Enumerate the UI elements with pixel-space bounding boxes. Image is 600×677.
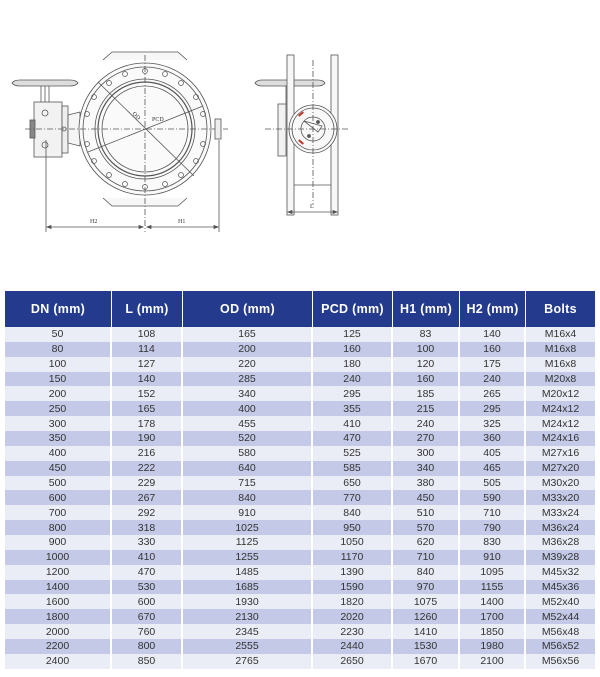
cell-od: 840 bbox=[183, 490, 313, 505]
cell-l: 114 bbox=[112, 342, 183, 357]
cell-dn: 600 bbox=[5, 490, 112, 505]
dimensions-table bbox=[5, 291, 595, 669]
cell-l: 800 bbox=[112, 639, 183, 654]
cell-h2: 240 bbox=[460, 372, 526, 387]
cell-pcd: 840 bbox=[313, 505, 393, 520]
cell-l: 530 bbox=[112, 580, 183, 595]
cell-dn: 1000 bbox=[5, 550, 112, 565]
cell-dn: 2000 bbox=[5, 624, 112, 639]
cell-l: 127 bbox=[112, 357, 183, 372]
cell-l: 140 bbox=[112, 372, 183, 387]
table-row bbox=[5, 565, 595, 580]
cell-h1: 1260 bbox=[393, 609, 460, 624]
cell-pcd: 1820 bbox=[313, 594, 393, 609]
cell-l: 108 bbox=[112, 327, 183, 342]
cell-bolts: M27x20 bbox=[526, 461, 595, 476]
handwheel-icon bbox=[12, 80, 78, 86]
cell-pcd: 1050 bbox=[313, 535, 393, 550]
table-row bbox=[5, 624, 595, 639]
table-row bbox=[5, 490, 595, 505]
cell-h2: 265 bbox=[460, 386, 526, 401]
cell-dn: 800 bbox=[5, 520, 112, 535]
cell-bolts: M36x28 bbox=[526, 535, 595, 550]
cell-bolts: M27x16 bbox=[526, 446, 595, 461]
cell-od: 2765 bbox=[183, 654, 313, 669]
cell-od: 1485 bbox=[183, 565, 313, 580]
table-row bbox=[5, 386, 595, 401]
cell-h1: 100 bbox=[393, 342, 460, 357]
table-row bbox=[5, 461, 595, 476]
cell-bolts: M24x12 bbox=[526, 416, 595, 431]
cell-l: 330 bbox=[112, 535, 183, 550]
cell-l: 216 bbox=[112, 446, 183, 461]
table-row bbox=[5, 342, 595, 357]
cell-dn: 200 bbox=[5, 386, 112, 401]
cell-dn: 300 bbox=[5, 416, 112, 431]
h1-label: H1 bbox=[178, 219, 186, 225]
cell-h1: 570 bbox=[393, 520, 460, 535]
cell-dn: 2400 bbox=[5, 654, 112, 669]
cell-pcd: 410 bbox=[313, 416, 393, 431]
table-row bbox=[5, 520, 595, 535]
cell-bolts: M16x8 bbox=[526, 342, 595, 357]
cell-h1: 83 bbox=[393, 327, 460, 342]
cell-h1: 1410 bbox=[393, 624, 460, 639]
cell-h2: 910 bbox=[460, 550, 526, 565]
cell-pcd: 125 bbox=[313, 327, 393, 342]
cell-l: 229 bbox=[112, 476, 183, 491]
table-row bbox=[5, 327, 595, 342]
cell-h1: 1530 bbox=[393, 639, 460, 654]
cell-h1: 710 bbox=[393, 550, 460, 565]
cell-dn: 900 bbox=[5, 535, 112, 550]
cell-dn: 700 bbox=[5, 505, 112, 520]
pcd-label: PCD bbox=[152, 117, 164, 123]
table-row bbox=[5, 580, 595, 595]
h2-label: H2 bbox=[90, 219, 98, 225]
cell-h2: 405 bbox=[460, 446, 526, 461]
cell-bolts: M24x16 bbox=[526, 431, 595, 446]
cell-pcd: 770 bbox=[313, 490, 393, 505]
table-row bbox=[5, 357, 595, 372]
cell-pcd: 1590 bbox=[313, 580, 393, 595]
cell-bolts: M56x56 bbox=[526, 654, 595, 669]
column-header-dn: DN (mm) bbox=[5, 291, 112, 327]
cell-bolts: M33x24 bbox=[526, 505, 595, 520]
cell-h1: 620 bbox=[393, 535, 460, 550]
table-row bbox=[5, 639, 595, 654]
cell-l: 178 bbox=[112, 416, 183, 431]
cell-bolts: M45x36 bbox=[526, 580, 595, 595]
front-view bbox=[12, 52, 228, 232]
cell-od: 165 bbox=[183, 327, 313, 342]
cell-od: 640 bbox=[183, 461, 313, 476]
cell-pcd: 1170 bbox=[313, 550, 393, 565]
cell-od: 340 bbox=[183, 386, 313, 401]
cell-l: 670 bbox=[112, 609, 183, 624]
l-label: L bbox=[310, 204, 314, 210]
table-row bbox=[5, 446, 595, 461]
cell-h2: 295 bbox=[460, 401, 526, 416]
cell-h2: 1700 bbox=[460, 609, 526, 624]
cell-h2: 1155 bbox=[460, 580, 526, 595]
cell-h1: 380 bbox=[393, 476, 460, 491]
cell-h2: 140 bbox=[460, 327, 526, 342]
cell-od: 1930 bbox=[183, 594, 313, 609]
table-row bbox=[5, 550, 595, 565]
cell-h1: 270 bbox=[393, 431, 460, 446]
cell-l: 850 bbox=[112, 654, 183, 669]
cell-h2: 830 bbox=[460, 535, 526, 550]
cell-bolts: M30x20 bbox=[526, 476, 595, 491]
cell-od: 910 bbox=[183, 505, 313, 520]
od-label: OD bbox=[130, 111, 141, 122]
cell-bolts: M36x24 bbox=[526, 520, 595, 535]
cell-h1: 340 bbox=[393, 461, 460, 476]
cell-h1: 120 bbox=[393, 357, 460, 372]
cell-h2: 790 bbox=[460, 520, 526, 535]
column-header-bolts: Bolts bbox=[526, 291, 595, 327]
cell-pcd: 650 bbox=[313, 476, 393, 491]
cell-bolts: M39x28 bbox=[526, 550, 595, 565]
cell-h2: 175 bbox=[460, 357, 526, 372]
cell-od: 2345 bbox=[183, 624, 313, 639]
cell-h1: 215 bbox=[393, 401, 460, 416]
table-row bbox=[5, 372, 595, 387]
cell-dn: 1200 bbox=[5, 565, 112, 580]
cell-bolts: M52x44 bbox=[526, 609, 595, 624]
cell-od: 220 bbox=[183, 357, 313, 372]
cell-dn: 80 bbox=[5, 342, 112, 357]
cell-od: 1255 bbox=[183, 550, 313, 565]
cell-od: 200 bbox=[183, 342, 313, 357]
cell-h1: 970 bbox=[393, 580, 460, 595]
column-header-od: OD (mm) bbox=[183, 291, 313, 327]
cell-h1: 185 bbox=[393, 386, 460, 401]
table-row bbox=[5, 594, 595, 609]
cell-h2: 160 bbox=[460, 342, 526, 357]
table-row bbox=[5, 401, 595, 416]
cell-pcd: 2650 bbox=[313, 654, 393, 669]
cell-bolts: M45x32 bbox=[526, 565, 595, 580]
cell-pcd: 950 bbox=[313, 520, 393, 535]
cell-bolts: M24x12 bbox=[526, 401, 595, 416]
cell-pcd: 1390 bbox=[313, 565, 393, 580]
cell-dn: 500 bbox=[5, 476, 112, 491]
cell-pcd: 585 bbox=[313, 461, 393, 476]
cell-dn: 400 bbox=[5, 446, 112, 461]
cell-l: 760 bbox=[112, 624, 183, 639]
table-row bbox=[5, 654, 595, 669]
table-row bbox=[5, 476, 595, 491]
column-header-pcd: PCD (mm) bbox=[313, 291, 393, 327]
cell-od: 400 bbox=[183, 401, 313, 416]
cell-h2: 505 bbox=[460, 476, 526, 491]
table-row bbox=[5, 535, 595, 550]
cell-h2: 465 bbox=[460, 461, 526, 476]
cell-pcd: 2230 bbox=[313, 624, 393, 639]
cell-h2: 2100 bbox=[460, 654, 526, 669]
cell-l: 222 bbox=[112, 461, 183, 476]
cell-pcd: 2440 bbox=[313, 639, 393, 654]
table-row bbox=[5, 609, 595, 624]
cell-l: 267 bbox=[112, 490, 183, 505]
cell-l: 165 bbox=[112, 401, 183, 416]
cell-pcd: 240 bbox=[313, 372, 393, 387]
cell-pcd: 355 bbox=[313, 401, 393, 416]
cell-od: 520 bbox=[183, 431, 313, 446]
cell-bolts: M16x8 bbox=[526, 357, 595, 372]
column-header-l: L (mm) bbox=[112, 291, 183, 327]
table-row bbox=[5, 505, 595, 520]
cell-dn: 50 bbox=[5, 327, 112, 342]
cell-dn: 1600 bbox=[5, 594, 112, 609]
cell-dn: 450 bbox=[5, 461, 112, 476]
cell-l: 292 bbox=[112, 505, 183, 520]
cell-l: 190 bbox=[112, 431, 183, 446]
cell-dn: 100 bbox=[5, 357, 112, 372]
cell-od: 285 bbox=[183, 372, 313, 387]
cell-h1: 510 bbox=[393, 505, 460, 520]
table-header-row bbox=[5, 291, 595, 327]
cell-h1: 450 bbox=[393, 490, 460, 505]
cell-dn: 350 bbox=[5, 431, 112, 446]
cell-dn: 1800 bbox=[5, 609, 112, 624]
cell-od: 1125 bbox=[183, 535, 313, 550]
cell-h2: 1400 bbox=[460, 594, 526, 609]
cell-bolts: M16x4 bbox=[526, 327, 595, 342]
cell-dn: 1400 bbox=[5, 580, 112, 595]
cell-od: 2130 bbox=[183, 609, 313, 624]
cell-pcd: 295 bbox=[313, 386, 393, 401]
valve-drawing-svg bbox=[0, 0, 600, 280]
cell-bolts: M33x20 bbox=[526, 490, 595, 505]
cell-od: 2555 bbox=[183, 639, 313, 654]
cell-h2: 360 bbox=[460, 431, 526, 446]
cell-h1: 300 bbox=[393, 446, 460, 461]
side-view bbox=[255, 55, 350, 215]
cell-h1: 840 bbox=[393, 565, 460, 580]
column-header-h2: H2 (mm) bbox=[460, 291, 526, 327]
cell-od: 715 bbox=[183, 476, 313, 491]
cell-od: 1685 bbox=[183, 580, 313, 595]
cell-pcd: 2020 bbox=[313, 609, 393, 624]
cell-h1: 1075 bbox=[393, 594, 460, 609]
cell-bolts: M20x12 bbox=[526, 386, 595, 401]
cell-h2: 1095 bbox=[460, 565, 526, 580]
cell-od: 1025 bbox=[183, 520, 313, 535]
cell-pcd: 180 bbox=[313, 357, 393, 372]
cell-bolts: M20x8 bbox=[526, 372, 595, 387]
cell-dn: 250 bbox=[5, 401, 112, 416]
table-row bbox=[5, 416, 595, 431]
cell-bolts: M56x52 bbox=[526, 639, 595, 654]
cell-h2: 325 bbox=[460, 416, 526, 431]
cell-h1: 1670 bbox=[393, 654, 460, 669]
gearbox-icon bbox=[34, 102, 62, 157]
table-body bbox=[5, 327, 595, 669]
cell-l: 410 bbox=[112, 550, 183, 565]
cell-bolts: M56x48 bbox=[526, 624, 595, 639]
cell-dn: 2200 bbox=[5, 639, 112, 654]
column-header-h1: H1 (mm) bbox=[393, 291, 460, 327]
cell-h2: 1850 bbox=[460, 624, 526, 639]
valve-technical-drawing bbox=[0, 0, 600, 280]
cell-dn: 150 bbox=[5, 372, 112, 387]
cell-h2: 1980 bbox=[460, 639, 526, 654]
cell-pcd: 160 bbox=[313, 342, 393, 357]
cell-l: 318 bbox=[112, 520, 183, 535]
table-row bbox=[5, 431, 595, 446]
cell-h2: 590 bbox=[460, 490, 526, 505]
cell-l: 600 bbox=[112, 594, 183, 609]
cell-h2: 710 bbox=[460, 505, 526, 520]
cell-l: 470 bbox=[112, 565, 183, 580]
cell-pcd: 470 bbox=[313, 431, 393, 446]
cell-h1: 160 bbox=[393, 372, 460, 387]
cell-h1: 240 bbox=[393, 416, 460, 431]
cell-l: 152 bbox=[112, 386, 183, 401]
cell-od: 455 bbox=[183, 416, 313, 431]
cell-pcd: 525 bbox=[313, 446, 393, 461]
cell-od: 580 bbox=[183, 446, 313, 461]
cell-bolts: M52x40 bbox=[526, 594, 595, 609]
